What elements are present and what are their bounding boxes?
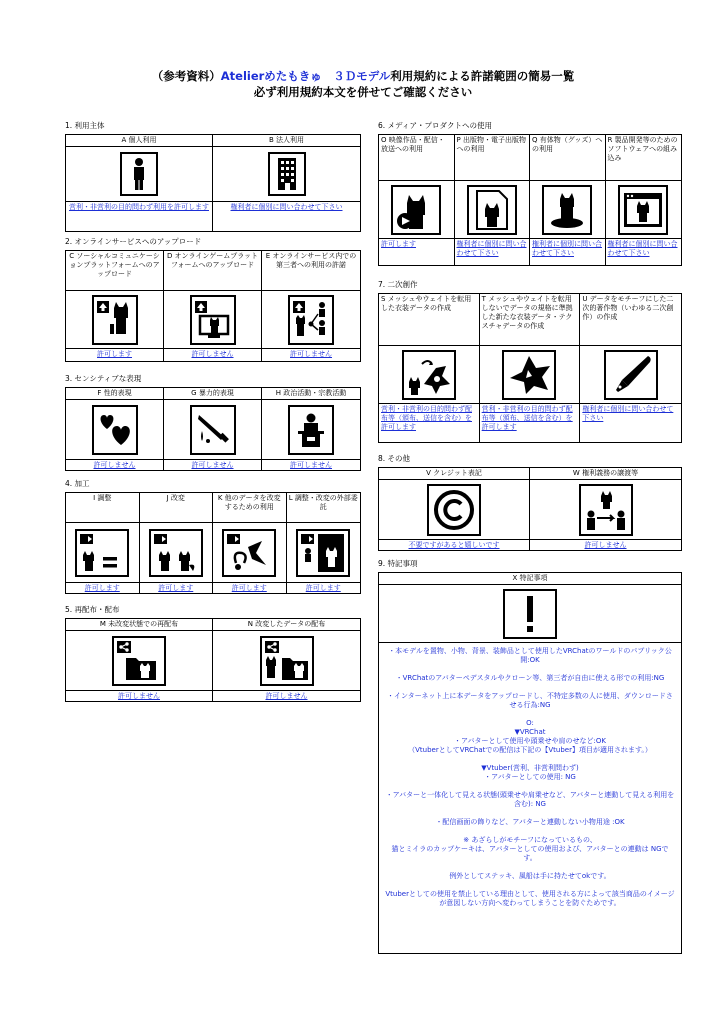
modify-icon: [149, 529, 203, 577]
item-permission: 権利者に個別に問い合わせて下さい: [532, 240, 602, 257]
item-permission: 営利・非営利の目的問わず利用を許可します: [69, 203, 209, 211]
note: （VtuberとしてVRChatでの配信は下記の【Vtuber】項目が適用されます。）: [408, 746, 652, 754]
section-label: 6. メディア・プロダクトへの使用: [378, 121, 492, 130]
special-notes: [379, 643, 681, 921]
upload-monitor-icon: [190, 295, 236, 345]
item-head: G 暴力的表現: [164, 388, 261, 400]
folder-share-icon: [112, 636, 166, 686]
item-permission: 許可します: [97, 350, 132, 358]
item-head: H 政治活動・宗教活動: [262, 388, 360, 400]
item-head: K 他のデータを改変するための利用: [213, 493, 286, 523]
page-subtitle: 必ず利用規約本文を併せてご確認ください: [253, 85, 473, 99]
figure-icon: [542, 185, 592, 235]
item-permission: 営利・非営利の目的問わず配布等（頒布、送信を含む）を許可します: [481, 405, 573, 431]
brand-name: Atelierめたもきゅ ３Ｄモデル: [220, 69, 391, 83]
note: ・アバターと一体化して見える状態(頭乗せや肩乗せなど、アバターと連動して見える利用を含む): NG: [385, 791, 675, 808]
item-permission: 許可します: [231, 584, 267, 592]
star-flower-icon: [502, 350, 556, 400]
item-permission: 許可しません: [290, 350, 332, 358]
section-online-upload: [65, 236, 361, 362]
item-head: T メッシュやウェイトを転用しないでデータの規格に準拠した新たな衣装データ・テクスチャデータの作成: [480, 294, 580, 346]
hearts-icon: [92, 405, 138, 455]
note: Vtuberとしての使用を禁止している理由として、使用される方によって該当商品のイメージが意図しない方向へ変わってしまうことを防ぐためです。: [385, 890, 675, 907]
transfer-icon: [579, 484, 633, 536]
item-permission: 許可しません: [118, 692, 160, 700]
item-head: R 製品開発等のためのソフトウェアへの組み込み: [606, 135, 682, 181]
item-permission: 権利者に個別に問い合わせて下さい: [607, 240, 678, 257]
section-redistribution: [65, 604, 361, 702]
item-permission: 許可します: [84, 584, 120, 592]
item-permission: 不要ですがあると嬉しいです: [408, 541, 500, 549]
note: O:: [526, 719, 534, 727]
section-label: 5. 再配布・配布: [65, 605, 120, 614]
section-processing: [65, 478, 361, 594]
folder-modified-icon: [260, 636, 314, 686]
upload-cat-icon: [92, 295, 138, 345]
item-head: P 出版物・電子出版物への利用: [455, 135, 530, 181]
share-people-icon: [288, 295, 334, 345]
knife-icon: [190, 405, 236, 455]
section-label: 7. 二次創作: [378, 280, 418, 289]
section-other: [378, 453, 682, 551]
podium-icon: [288, 405, 334, 455]
item-head: X 特記事項: [379, 573, 681, 585]
note: ▼VRChat: [514, 728, 546, 736]
item-head: O 映像作品・配信・放送への利用: [379, 135, 454, 181]
note: ▼Vtuber(営利、非営利問わず): [481, 764, 579, 772]
software-icon: [618, 185, 668, 235]
note: ・配信画面の飾りなど、アバターと連動しない小物用途 :OK: [435, 818, 625, 826]
person-icon: [120, 152, 158, 196]
adjust-icon: [75, 529, 129, 577]
section-label: 1. 利用主体: [65, 121, 105, 130]
section-sensitive: [65, 373, 361, 471]
section-label: 9. 特記事項: [378, 559, 418, 568]
item-head: Q 有体物（グッズ）への利用: [530, 135, 605, 181]
section-label: 8. その他: [378, 454, 411, 463]
video-icon: [391, 185, 441, 235]
section-derivative: [378, 279, 682, 443]
exclamation-icon: [503, 589, 557, 639]
item-head: N 改変したデータの配布: [213, 619, 360, 631]
item-permission: 許可します: [158, 584, 194, 592]
item-head: I 調整: [66, 493, 139, 523]
copyright-icon: [427, 484, 481, 536]
item-head: C ソーシャルコミュニケーションプラットフォームへのアップロード: [66, 251, 163, 291]
item-permission: 許可しません: [93, 461, 136, 469]
section-usage-subject: [65, 120, 361, 232]
section-label: 4. 加工: [65, 479, 90, 488]
section-label: 3. センシティブな表現: [65, 374, 142, 383]
note: 猫とミイラのカップケーキは、アバターとしての使用および、アバターとの連動は NGです。: [391, 845, 669, 862]
item-permission: 許可しません: [290, 461, 332, 469]
note: ・VRChatのアバターペデスタルやクローン等、第三者が自由に使える形での利用:NG: [395, 674, 665, 682]
item-head: U データをモチーフにした二次的著作物（いわゆる二次創作）の作成: [580, 294, 681, 346]
item-head: V クレジット表記: [379, 468, 529, 480]
section-special-notes: [378, 558, 682, 954]
section-media-products: [378, 120, 682, 266]
other-data-icon: [222, 529, 276, 577]
item-permission: 権利者に個別に問い合わせて下さい: [456, 240, 527, 257]
note: 例外としてステッキ、風船は手に持たせてokです。: [449, 872, 611, 880]
item-head: B 法人利用: [213, 135, 360, 147]
item-head: M 未改変状態での再配布: [66, 619, 212, 631]
item-permission: 許可しません: [265, 692, 308, 700]
item-permission: 権利者に個別に問い合わせて下さい: [582, 405, 674, 422]
item-permission: 営利・非営利の目的問わず配布等（頒布、送信を含む）を許可します: [381, 405, 472, 431]
item-head: D オンラインゲームプラットフォームへのアップロード: [164, 251, 261, 291]
building-icon: [268, 152, 306, 196]
note: ※ あざらしがモチーフになっているもの、: [463, 836, 597, 844]
pen-nib-icon: [604, 350, 658, 400]
item-permission: 権利者に個別に問い合わせて下さい: [230, 203, 343, 211]
item-head: F 性的表現: [66, 388, 163, 400]
item-permission: 許可しません: [191, 350, 234, 358]
item-permission: 許可します: [381, 240, 416, 248]
note: ・アバターとして使用や頭乗せや肩のせなど:OK: [454, 737, 606, 745]
item-permission: 許可しません: [191, 461, 234, 469]
outsource-icon: [296, 529, 350, 577]
item-permission: 許可しません: [584, 541, 627, 549]
flower-cat-icon: [402, 350, 456, 400]
note: ・インターネット上に本データをアップロードし、不特定多数の人に使用、ダウンロードさせる行為:NG: [387, 692, 673, 709]
item-head: S メッシュやウェイトを転用した衣装データの作成: [379, 294, 479, 346]
item-head: J 改変: [140, 493, 213, 523]
note: ・本モデルを置物、小物、背景、装飾品として使用したVRChatのワールドのパブリック公開:OK: [388, 647, 672, 664]
section-label: 2. オンラインサービスへのアップロード: [65, 237, 202, 246]
page-title: （参考資料）Atelierめたもきゅ ３Ｄモデル利用規約による許諾範囲の簡易一覧: [151, 69, 575, 83]
note: ・アバターとしての使用: NG: [484, 773, 576, 781]
item-head: A 個人利用: [66, 135, 212, 147]
document-icon: [467, 185, 517, 235]
item-head: E オンラインサービス内での第三者への利用の許諾: [262, 251, 360, 291]
item-permission: 許可します: [305, 584, 341, 592]
item-head: L 調整・改変の外部委託: [287, 493, 361, 523]
item-head: W 権利義務の譲渡等: [530, 468, 681, 480]
